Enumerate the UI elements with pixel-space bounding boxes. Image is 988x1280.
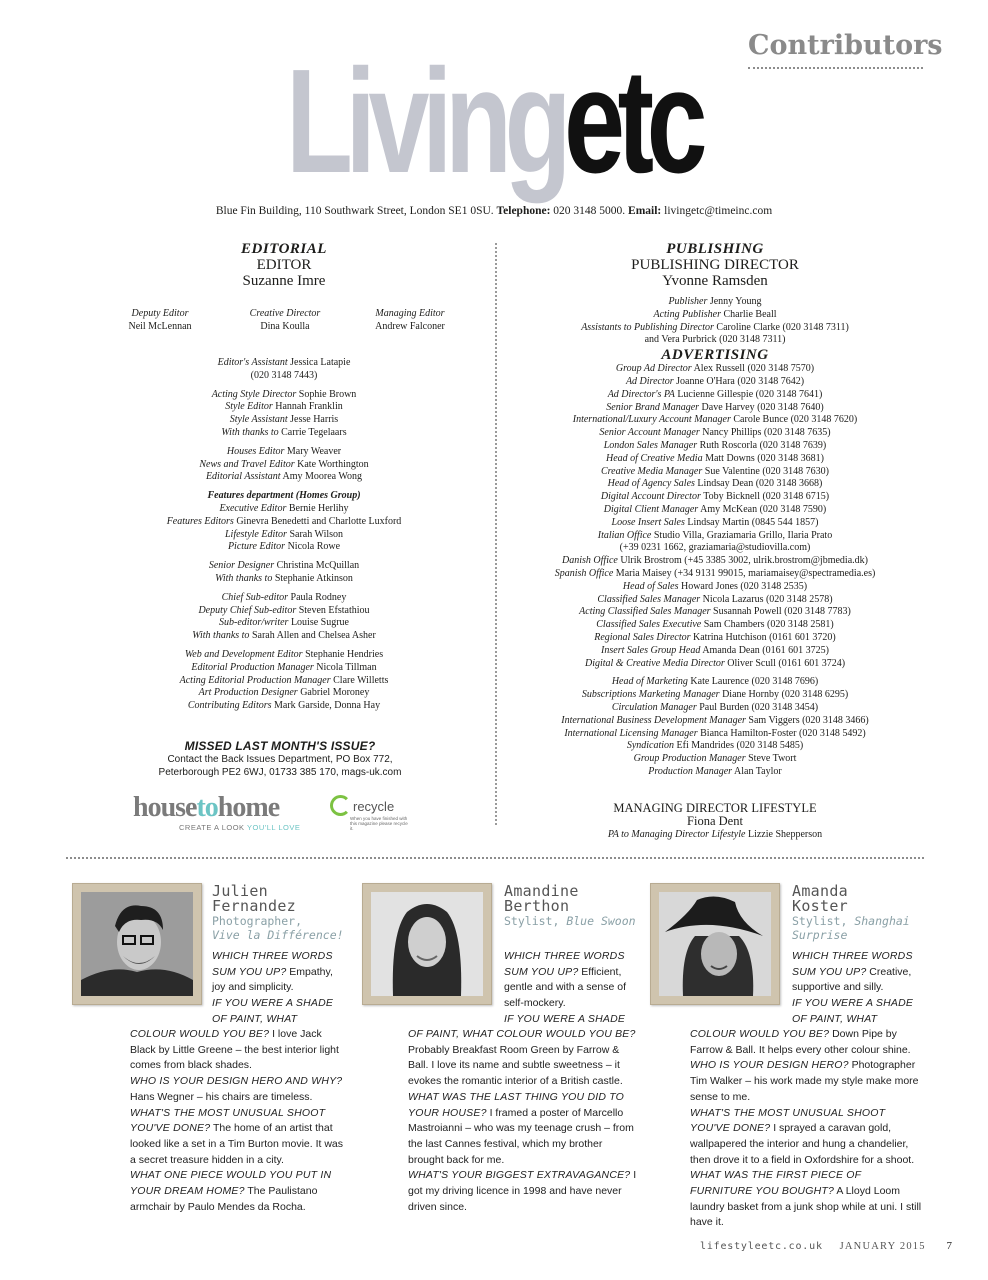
masthead-living: Living: [286, 39, 565, 204]
masthead-logo: [286, 39, 701, 204]
publishing-director-role: PUBLISHING DIRECTOR: [631, 257, 799, 273]
page-footer: [700, 1240, 953, 1252]
staff-credit: [124, 427, 444, 440]
credit-name: Sam Viggers (020 3148 3466): [748, 714, 869, 726]
credit-role: With thanks to: [192, 630, 250, 642]
staff-credit: [124, 605, 444, 618]
credit-role: Publisher: [668, 296, 708, 307]
credit-name: Joanne O'Hara (020 3148 7642): [676, 375, 805, 387]
telephone-label: Telephone:: [496, 205, 551, 217]
editor-role: EDITOR: [256, 257, 312, 273]
credit-name: Nancy Phillips (020 3148 7635): [702, 427, 831, 439]
staff-credit: [510, 555, 920, 568]
credit-role: Regional Sales Director: [594, 631, 691, 643]
credit-role: Classified Sales Executive: [596, 619, 702, 631]
credit-name: Dave Harvey (020 3148 7640): [701, 401, 824, 413]
credit-role: Style Editor: [225, 401, 273, 413]
credit-name: (+39 0231 1662, graziamaria@studiovilla.com): [619, 542, 811, 554]
credit-name: Caroline Clarke (020 3148 7311): [716, 321, 849, 333]
contributor-qa: OF PAINT, WHAT COLOUR WOULD YOU BE? Probably Breakfast Room Green by Farrow & Ball. I love its name and subtle sweetness – it evokes the romantic interior of a British castle. WHAT WAS THE LAST THING YOU DID TO YOUR HOUSE? I framed a poster of Marcello Mastroianni – who was my teenage crush – from the last Cannes festival, which my brother brought back for me. WHAT'S YOUR BIGGEST EXTRAVAGANCE? I got my driving licence in 1998 and have never driven since.: [408, 1028, 637, 1213]
contributor-qa: COLOUR WOULD YOU BE? Down Pipe by Farrow & Ball. It helps every other colour shine. WHO IS YOUR DESIGN HERO? Photographer Tim Walker – his work made my style make more sense to me. WHAT'S THE MOST UNUSUAL SHOOT YOU'VE DONE? I sprayed a caravan gold, wallpapered the interior and hung a chandelier, then drove it to a field in Oxfordshire for a shoot. WHAT WAS THE FIRST PIECE OF FURNITURE YOU BOUGHT? A Lloyd Loom laundry basket from a junk shop while at uni. I still have it.: [690, 1028, 922, 1229]
credit-role: Circulation Manager: [611, 701, 697, 713]
staff-credit: [510, 363, 920, 376]
credit-name: Clare Willetts: [333, 674, 389, 686]
credit-role: With thanks to: [215, 572, 273, 584]
trio-role: Managing Editor: [375, 308, 445, 319]
column-divider: [495, 243, 497, 825]
footer-month: JANUARY 2015: [839, 1241, 926, 1252]
credit-role: Loose Insert Sales: [611, 516, 685, 528]
credit-name: Toby Bicknell (020 3148 6715): [703, 491, 830, 503]
staff-credit: [510, 606, 920, 619]
staff-credit: [124, 687, 444, 700]
staff-credit: [510, 689, 920, 702]
trio-role: Creative Director: [249, 308, 321, 319]
managing-name: Fiona Dent: [687, 814, 743, 828]
footer-site: lifestyleetc.co.uk: [700, 1241, 823, 1252]
credit-name: Diane Hornby (020 3148 6295): [722, 689, 849, 701]
staff-credit: [510, 322, 920, 335]
staff-credit: [124, 357, 444, 370]
credit-role: Insert Sales Group Head: [601, 644, 701, 656]
contributor-header: [212, 884, 357, 942]
credit-name: Christina McQuillan: [276, 560, 360, 572]
contributor-qa: WHICH THREE WORDS SUM YOU UP? Creative, supportive and silly. IF YOU WERE A SHADE OF PAINT, WHAT: [792, 950, 914, 1025]
credit-role: Ad Director's PA: [607, 388, 675, 400]
contributor-last-name: Koster: [792, 897, 848, 915]
staff-credit: [510, 296, 920, 309]
credit-role: Ad Director: [625, 375, 674, 387]
staff-credit: [124, 675, 444, 688]
staff-credit: [510, 530, 920, 543]
credit-role: Production Manager: [648, 765, 733, 777]
contributor-first-name: Amanda: [792, 882, 848, 900]
staff-credit: [124, 592, 444, 605]
credit-role: Creative Media Manager: [600, 465, 703, 477]
credit-name: Ginevra Benedetti and Charlotte Luxford: [236, 515, 402, 527]
staff-credit: [510, 715, 920, 728]
credit-name: Nicola Tillman: [316, 661, 377, 673]
credit-name: Jessica Latapie: [290, 357, 351, 368]
credit-role: Syndication: [626, 740, 675, 752]
credit-role: Senior Designer: [208, 560, 275, 572]
credit-role: Acting Publisher: [653, 308, 721, 320]
credit-name: Sarah Wilson: [289, 528, 344, 540]
advertising-heading: ADVERTISING: [661, 347, 769, 364]
staff-credit: [124, 459, 444, 472]
credit-name: Jesse Harris: [290, 414, 339, 426]
credit-name: Steve Twort: [748, 753, 797, 765]
managing-director-block: [510, 802, 920, 841]
staff-credit: [124, 649, 444, 662]
staff-credit: [510, 376, 920, 389]
missed-line: Contact the Back Issues Department, PO Box 772,: [167, 754, 393, 765]
credit-name: Mary Weaver: [286, 445, 342, 457]
contributor-last-name: Fernandez: [212, 897, 296, 915]
credit-name: Carole Bunce (020 3148 7620): [733, 414, 858, 426]
staff-credit: [124, 414, 444, 427]
credit-name: Lindsay Dean (020 3148 3668): [697, 478, 823, 490]
staff-credit: [124, 700, 444, 713]
missed-line: Peterborough PE2 6WJ, 01733 385 170, mags-uk.com: [158, 767, 402, 778]
credit-name: Katrina Hutchison (0161 601 3720): [693, 631, 836, 643]
credit-name: Amy Moorea Wong: [282, 471, 363, 483]
credit-role: Classified Sales Manager: [597, 593, 701, 605]
credit-role: Contributing Editors: [187, 700, 272, 712]
recycle-logo: recycle When you have finished with this magazine please recycle it.: [330, 795, 410, 835]
staff-credit: [124, 560, 444, 573]
credit-name: Sarah Allen and Chelsea Asher: [251, 630, 376, 642]
publishing-director-name: Yvonne Ramsden: [662, 273, 768, 289]
credit-name: Ruth Roscorla (020 3148 7639): [699, 439, 827, 451]
staff-credit: [124, 516, 444, 529]
editor-name: Suzanne Imre: [242, 273, 326, 289]
contributor-photo: [72, 883, 202, 1005]
contributor-role: Photographer, Vive la Différence!: [212, 914, 344, 942]
contributor-header: [504, 884, 644, 928]
trio-item: [100, 307, 220, 333]
credit-role: Houses Editor: [226, 445, 285, 457]
credit-role: Head of Sales: [622, 580, 679, 592]
publishing-staff-list: [510, 296, 920, 779]
credit-name: Charlie Beall: [723, 308, 777, 320]
credit-role: Digital Account Director: [600, 491, 701, 503]
staff-credit: [124, 503, 444, 516]
credit-name: Susannah Powell (020 3148 7783): [713, 606, 851, 618]
housetohome-logo: housetohome CREATE A LOOK YOU'LL LOVE: [133, 792, 301, 832]
credit-name: Bianca Hamilton-Foster (020 3148 5492): [700, 727, 866, 739]
editorial-staff-list: [124, 357, 444, 713]
missed-title: MISSED LAST MONTH'S ISSUE?: [184, 739, 376, 753]
credit-role: Style Assistant: [229, 414, 288, 426]
staff-credit: [510, 581, 920, 594]
credit-name: Gabriel Moroney: [300, 687, 370, 699]
credit-role: Group Production Manager: [633, 753, 746, 765]
trio-name: Neil McLennan: [128, 321, 192, 332]
staff-credit: [510, 632, 920, 645]
credit-role: Head of Marketing: [611, 676, 688, 688]
credit-role: Group Ad Director: [615, 363, 692, 375]
credit-name: Studio Villa, Graziamaria Grillo, Ilaria Prato: [653, 529, 833, 541]
recycle-icon: [330, 795, 351, 816]
staff-credit: [124, 471, 444, 484]
staff-credit: [510, 702, 920, 715]
pa-name: Lizzie Shepperson: [747, 829, 823, 840]
trio-item: [225, 307, 345, 333]
credit-name: Hannah Franklin: [275, 401, 343, 413]
staff-credit: [510, 568, 920, 581]
credit-role: Head of Creative Media: [606, 452, 703, 464]
credit-role: Senior Brand Manager: [606, 401, 700, 413]
editorial-header: [150, 241, 418, 289]
credit-role: Executive Editor: [219, 502, 287, 514]
staff-credit: [510, 594, 920, 607]
credit-role: Web and Development Editor: [184, 648, 303, 660]
contributor-header: [792, 884, 932, 942]
staff-credit: [510, 728, 920, 741]
credit-name: Carrie Tegelaars: [281, 426, 347, 438]
credit-role: Acting Classified Sales Manager: [579, 606, 711, 618]
staff-credit: [510, 414, 920, 427]
staff-credit: [124, 573, 444, 586]
contributor-qa: WHICH THREE WORDS SUM YOU UP? Efficient, gentle and with a sense of self-mockery. IF YOU WERE A SHADE: [504, 950, 627, 1025]
credit-name: Bernie Herlihy: [288, 502, 349, 514]
editorial-trio: [100, 307, 470, 333]
credit-name: and Vera Purbrick (020 3148 7311): [644, 334, 786, 346]
contributor-photo: [650, 883, 780, 1005]
staff-credit: [124, 446, 444, 459]
credit-name: Louise Sugrue: [290, 617, 349, 629]
staff-credit: [510, 389, 920, 402]
credit-role: Lifestyle Editor: [224, 528, 287, 540]
back-issues-box: [130, 740, 430, 779]
credit-role: Deputy Chief Sub-editor: [198, 604, 297, 616]
credit-name: Steven Efstathiou: [298, 604, 370, 616]
credit-role: Picture Editor: [227, 541, 286, 553]
credit-role: News and Travel Editor: [199, 458, 295, 470]
staff-credit: [124, 541, 444, 554]
credit-role: London Sales Manager: [603, 439, 698, 451]
contributor-qa: COLOUR WOULD YOU BE? I love Jack Black by Little Greene – the best interior light comes from black shades. WHO IS YOUR DESIGN HERO AND WHY? Hans Wegner – his chairs are timeless. WHAT'S THE MOST UNUSUAL SHOOT YOU'VE DONE? The home of an artist that looked like a set in a Tim Burton movie. It was a secret treasure hidden in a city. WHAT ONE PIECE WOULD YOU PUT IN YOUR DREAM HOME? The Paulistano armchair by Paulo Mendes da Rocha.: [130, 1028, 344, 1213]
contributor-role: Stylist, Blue Swoon: [504, 914, 636, 928]
staff-credit: [510, 466, 920, 479]
credit-name: Alan Taylor: [734, 765, 782, 777]
credit-role: Features department (Homes Group): [207, 490, 361, 502]
credit-role: Spanish Office: [554, 567, 614, 579]
contributor-last-name: Berthon: [504, 897, 570, 915]
contributor-first-name: Amandine: [504, 882, 579, 900]
credit-role: Art Production Designer: [198, 687, 298, 699]
credit-role: Digital & Creative Media Director: [584, 657, 725, 669]
credit-role: Acting Style Director: [211, 388, 297, 400]
address-line: [0, 205, 988, 217]
telephone: 020 3148 5000.: [553, 205, 626, 217]
credit-name: Howard Jones (020 3148 2535): [680, 580, 808, 592]
staff-credit: [510, 440, 920, 453]
staff-credit: [124, 662, 444, 675]
credit-name: Jenny Young: [709, 296, 762, 307]
pa-role: PA to Managing Director Lifestyle: [607, 829, 746, 840]
contributor-photo: [362, 883, 492, 1005]
staff-credit: [510, 753, 920, 766]
staff-credit: [510, 491, 920, 504]
staff-credit: [510, 542, 920, 555]
staff-credit: [510, 740, 920, 753]
staff-credit: [510, 517, 920, 530]
staff-credit: [510, 645, 920, 658]
section-rule: [66, 857, 924, 859]
credit-name: Ulrik Brostrom (+45 3385 3002, ulrik.brostrom@jbmedia.dk): [620, 555, 868, 567]
staff-credit: [510, 402, 920, 415]
trio-item: [350, 307, 470, 333]
credit-role: International/Luxury Account Manager: [572, 414, 731, 426]
credit-role: Danish Office: [562, 555, 618, 567]
credit-name: Paula Rodney: [290, 591, 347, 603]
credit-role: International Business Development Manager: [561, 714, 746, 726]
credit-name: Sophie Brown: [298, 388, 357, 400]
staff-credit: [510, 427, 920, 440]
credit-name: Nicola Lazarus (020 3148 2578): [702, 593, 833, 605]
staff-credit: [510, 504, 920, 517]
staff-credit: [510, 619, 920, 632]
page-number: 7: [946, 1240, 953, 1252]
title-rule: [748, 67, 923, 69]
credit-name: Oliver Scull (0161 601 3724): [727, 657, 846, 669]
credit-name: Kate Laurence (020 3148 7696): [690, 676, 819, 688]
credit-name: Amanda Dean (0161 601 3725): [702, 644, 829, 656]
staff-credit: [124, 401, 444, 414]
email: livingetc@timeinc.com: [664, 205, 773, 217]
credit-name: Kate Worthington: [297, 458, 369, 470]
staff-credit: [510, 309, 920, 322]
staff-credit: [510, 453, 920, 466]
credit-name: Amy McKean (020 3148 7590): [700, 503, 827, 515]
staff-credit: [510, 658, 920, 671]
managing-title: MANAGING DIRECTOR LIFESTYLE: [613, 801, 817, 815]
credit-name: Sue Valentine (020 3148 7630): [704, 465, 830, 477]
contributor-first-name: Julien: [212, 882, 268, 900]
credit-role: Subscriptions Marketing Manager: [581, 689, 720, 701]
credit-name: Stephanie Hendries: [305, 648, 384, 660]
staff-credit: [510, 676, 920, 689]
staff-credit: [124, 490, 444, 503]
email-label: Email:: [628, 205, 662, 217]
credit-name: Mark Garside, Donna Hay: [274, 700, 381, 712]
staff-credit: [510, 334, 920, 347]
credit-role: With thanks to: [221, 426, 279, 438]
credit-name: Paul Burden (020 3148 3454): [699, 701, 819, 713]
credit-role: Italian Office: [597, 529, 652, 541]
credit-name: Matt Downs (020 3148 3681): [705, 452, 824, 464]
credit-role: Features Editors: [166, 515, 234, 527]
trio-name: Andrew Falconer: [375, 321, 445, 332]
credit-name: Alex Russell (020 3148 7570): [693, 363, 815, 375]
staff-credit: [510, 478, 920, 491]
staff-credit: [124, 389, 444, 402]
staff-credit: [510, 766, 920, 779]
credit-role: Senior Account Manager: [599, 427, 700, 439]
contributor-role: Stylist, Shanghai Surprise: [792, 914, 910, 942]
credit-role: Editorial Assistant: [205, 471, 281, 483]
staff-credit: [124, 529, 444, 542]
publishing-header: [510, 241, 920, 289]
credit-role: Sub-editor/writer: [219, 617, 289, 629]
credit-role: Digital Client Manager: [603, 503, 699, 515]
staff-credit: [124, 370, 444, 383]
credit-name: (020 3148 7443): [250, 369, 318, 381]
credit-name: Lucienne Gillespie (020 3148 7641): [677, 388, 823, 400]
contributor-qa: WHICH THREE WORDS SUM YOU UP? Empathy, joy and simplicity. IF YOU WERE A SHADE OF PAINT, WHAT: [212, 950, 334, 1025]
trio-role: Deputy Editor: [131, 308, 189, 319]
staff-credit: [124, 630, 444, 643]
staff-credit: [124, 617, 444, 630]
credit-name: Sam Chambers (020 3148 2581): [703, 619, 834, 631]
credit-role: Editor's Assistant: [217, 357, 288, 368]
credit-name: Stephanie Atkinson: [274, 572, 353, 584]
masthead-etc: etc: [564, 39, 701, 204]
credit-role: International Licensing Manager: [564, 727, 698, 739]
trio-name: Dina Koulla: [260, 321, 310, 332]
publishing-heading: PUBLISHING: [666, 241, 764, 257]
address-text: Blue Fin Building, 110 Southwark Street, London SE1 0SU.: [215, 205, 494, 217]
credit-role: Editorial Production Manager: [191, 661, 314, 673]
editorial-heading: EDITORIAL: [241, 241, 327, 257]
credit-name: Efi Mandrides (020 3148 5485): [676, 740, 804, 752]
credit-name: Nicola Rowe: [287, 541, 341, 553]
credit-role: Chief Sub-editor: [221, 591, 289, 603]
credit-name: Maria Maisey (+34 9131 99015, mariamaisey@spectramedia.es): [615, 567, 876, 579]
credit-role: Head of Agency Sales: [607, 478, 695, 490]
credit-role: Acting Editorial Production Manager: [179, 674, 331, 686]
credit-role: Assistants to Publishing Director: [581, 321, 714, 333]
credit-name: Lindsay Martin (0845 544 1857): [687, 516, 819, 528]
section-title: Contributors: [748, 30, 943, 61]
